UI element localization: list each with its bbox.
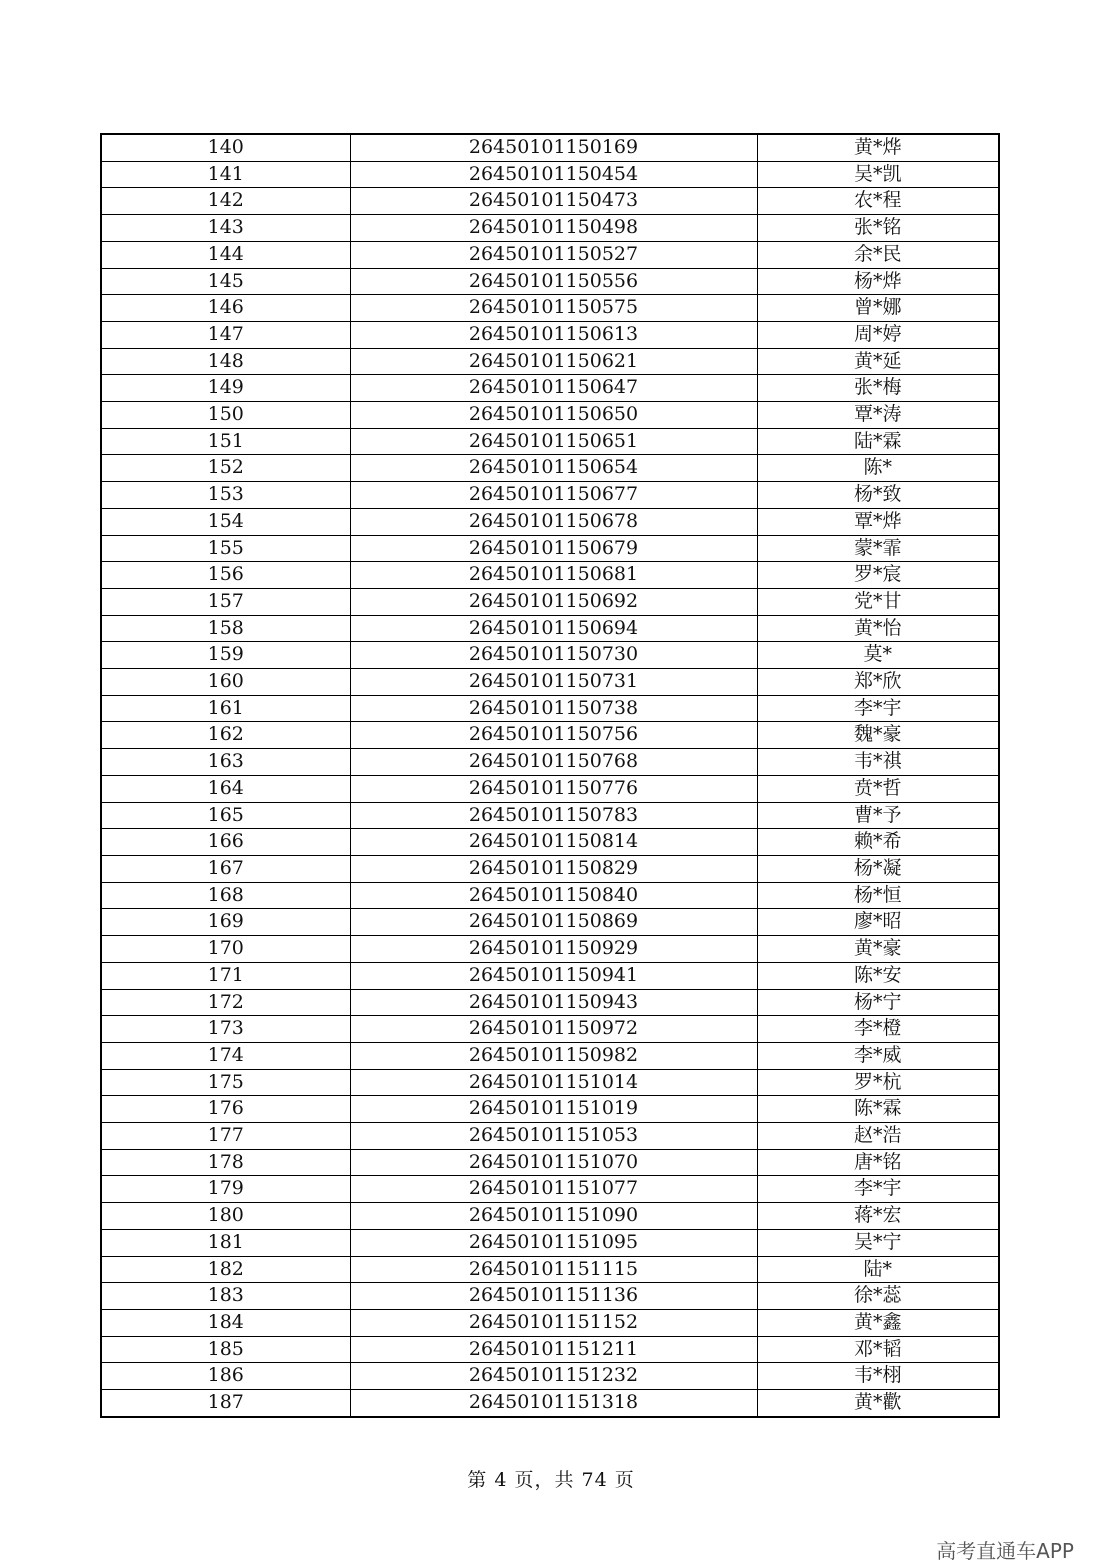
table-row xyxy=(101,134,999,161)
row-number: 186 xyxy=(101,1363,350,1390)
student-name: 黄*鑫 xyxy=(757,1309,999,1336)
table-row xyxy=(101,188,999,215)
row-number: 142 xyxy=(101,188,350,215)
exam-number: 26450101150527 xyxy=(350,241,757,268)
row-number: 165 xyxy=(101,802,350,829)
exam-number: 26450101150556 xyxy=(350,268,757,295)
student-name: 魏*豪 xyxy=(757,722,999,749)
table-row xyxy=(101,1229,999,1256)
table-row xyxy=(101,882,999,909)
row-number: 160 xyxy=(101,669,350,696)
row-number: 167 xyxy=(101,855,350,882)
row-number: 169 xyxy=(101,909,350,936)
table-row xyxy=(101,588,999,615)
student-name: 杨*烨 xyxy=(757,268,999,295)
exam-number: 26450101150613 xyxy=(350,321,757,348)
exam-number: 26450101150783 xyxy=(350,802,757,829)
student-name: 张*梅 xyxy=(757,375,999,402)
row-number: 168 xyxy=(101,882,350,909)
row-number: 150 xyxy=(101,402,350,429)
table-row xyxy=(101,855,999,882)
exam-number: 26450101150929 xyxy=(350,936,757,963)
table-row xyxy=(101,1283,999,1310)
table-row xyxy=(101,1336,999,1363)
exam-number: 26450101150814 xyxy=(350,829,757,856)
exam-number: 26450101150776 xyxy=(350,775,757,802)
student-name: 吴*凯 xyxy=(757,161,999,188)
student-name: 吴*宁 xyxy=(757,1229,999,1256)
row-number: 144 xyxy=(101,241,350,268)
row-number: 178 xyxy=(101,1149,350,1176)
exam-number: 26450101151077 xyxy=(350,1176,757,1203)
exam-number: 26450101150621 xyxy=(350,348,757,375)
row-number: 161 xyxy=(101,695,350,722)
table-row xyxy=(101,215,999,242)
table-row xyxy=(101,989,999,1016)
table-row xyxy=(101,562,999,589)
exam-number: 26450101150738 xyxy=(350,695,757,722)
student-name: 杨*恒 xyxy=(757,882,999,909)
student-name: 韦*栩 xyxy=(757,1363,999,1390)
student-name: 杨*宁 xyxy=(757,989,999,1016)
student-name: 农*程 xyxy=(757,188,999,215)
row-number: 148 xyxy=(101,348,350,375)
student-name: 赵*浩 xyxy=(757,1123,999,1150)
row-number: 183 xyxy=(101,1283,350,1310)
table-row xyxy=(101,1096,999,1123)
student-name: 黄*怡 xyxy=(757,615,999,642)
table-row xyxy=(101,535,999,562)
exam-number: 26450101150679 xyxy=(350,535,757,562)
student-name: 黄*歡 xyxy=(757,1390,999,1417)
exam-number: 26450101150454 xyxy=(350,161,757,188)
student-name: 郑*欣 xyxy=(757,669,999,696)
table-row xyxy=(101,829,999,856)
row-number: 152 xyxy=(101,455,350,482)
table-row xyxy=(101,241,999,268)
exam-number: 26450101150650 xyxy=(350,402,757,429)
row-number: 143 xyxy=(101,215,350,242)
student-name: 覃*涛 xyxy=(757,402,999,429)
table-row xyxy=(101,722,999,749)
row-number: 185 xyxy=(101,1336,350,1363)
row-number: 140 xyxy=(101,134,350,161)
exam-number: 26450101150768 xyxy=(350,749,757,776)
row-number: 179 xyxy=(101,1176,350,1203)
table-row xyxy=(101,508,999,535)
row-number: 166 xyxy=(101,829,350,856)
exam-number: 26450101151019 xyxy=(350,1096,757,1123)
row-number: 157 xyxy=(101,588,350,615)
student-name: 黄*烨 xyxy=(757,134,999,161)
table-row xyxy=(101,268,999,295)
exam-number: 26450101151136 xyxy=(350,1283,757,1310)
table-row xyxy=(101,962,999,989)
table-row xyxy=(101,642,999,669)
exam-number: 26450101150941 xyxy=(350,962,757,989)
row-number: 163 xyxy=(101,749,350,776)
row-number: 172 xyxy=(101,989,350,1016)
row-number: 170 xyxy=(101,936,350,963)
table-row xyxy=(101,1203,999,1230)
student-name: 陈*安 xyxy=(757,962,999,989)
table-row xyxy=(101,802,999,829)
table-row xyxy=(101,1016,999,1043)
student-name: 韦*祺 xyxy=(757,749,999,776)
row-number: 174 xyxy=(101,1042,350,1069)
table-row xyxy=(101,1042,999,1069)
row-number: 153 xyxy=(101,482,350,509)
exam-number: 26450101150647 xyxy=(350,375,757,402)
student-name: 杨*致 xyxy=(757,482,999,509)
student-name: 李*宇 xyxy=(757,695,999,722)
table-row xyxy=(101,695,999,722)
exam-number: 26450101151053 xyxy=(350,1123,757,1150)
roster-body xyxy=(101,134,999,1417)
student-name: 廖*昭 xyxy=(757,909,999,936)
exam-number: 26450101150473 xyxy=(350,188,757,215)
exam-number: 26450101150972 xyxy=(350,1016,757,1043)
student-name: 蒙*霏 xyxy=(757,535,999,562)
exam-number: 26450101150982 xyxy=(350,1042,757,1069)
student-name: 贲*哲 xyxy=(757,775,999,802)
exam-number: 26450101151095 xyxy=(350,1229,757,1256)
row-number: 162 xyxy=(101,722,350,749)
row-number: 164 xyxy=(101,775,350,802)
table-row xyxy=(101,1390,999,1417)
student-name: 曹*予 xyxy=(757,802,999,829)
table-row xyxy=(101,161,999,188)
exam-number: 26450101151090 xyxy=(350,1203,757,1230)
exam-number: 26450101151070 xyxy=(350,1149,757,1176)
student-name: 邓*韬 xyxy=(757,1336,999,1363)
row-number: 149 xyxy=(101,375,350,402)
watermark: 高考直通车APP xyxy=(936,1539,1074,1563)
student-name: 覃*烨 xyxy=(757,508,999,535)
row-number: 171 xyxy=(101,962,350,989)
row-number: 173 xyxy=(101,1016,350,1043)
table-row xyxy=(101,482,999,509)
exam-number: 26450101151211 xyxy=(350,1336,757,1363)
table-row xyxy=(101,321,999,348)
row-number: 141 xyxy=(101,161,350,188)
row-number: 184 xyxy=(101,1309,350,1336)
table-row xyxy=(101,402,999,429)
student-name: 陈*霖 xyxy=(757,1096,999,1123)
exam-number: 26450101150943 xyxy=(350,989,757,1016)
exam-number: 26450101151014 xyxy=(350,1069,757,1096)
row-number: 177 xyxy=(101,1123,350,1150)
table-row xyxy=(101,375,999,402)
student-name: 余*民 xyxy=(757,241,999,268)
student-name: 党*甘 xyxy=(757,588,999,615)
exam-number: 26450101150869 xyxy=(350,909,757,936)
table-row xyxy=(101,749,999,776)
row-number: 155 xyxy=(101,535,350,562)
student-name: 罗*宸 xyxy=(757,562,999,589)
row-number: 151 xyxy=(101,428,350,455)
exam-number: 26450101150681 xyxy=(350,562,757,589)
exam-number: 26450101150651 xyxy=(350,428,757,455)
table-row xyxy=(101,615,999,642)
table-row xyxy=(101,428,999,455)
row-number: 156 xyxy=(101,562,350,589)
row-number: 175 xyxy=(101,1069,350,1096)
student-name: 蒋*宏 xyxy=(757,1203,999,1230)
student-name: 陆*霖 xyxy=(757,428,999,455)
student-name: 李*橙 xyxy=(757,1016,999,1043)
table-row xyxy=(101,455,999,482)
exam-number: 26450101151232 xyxy=(350,1363,757,1390)
student-name: 徐*蕊 xyxy=(757,1283,999,1310)
exam-number: 26450101150169 xyxy=(350,134,757,161)
student-name: 李*威 xyxy=(757,1042,999,1069)
exam-number: 26450101150678 xyxy=(350,508,757,535)
student-name: 陈* xyxy=(757,455,999,482)
table-row xyxy=(101,1069,999,1096)
student-name: 黄*延 xyxy=(757,348,999,375)
row-number: 158 xyxy=(101,615,350,642)
student-name: 赖*希 xyxy=(757,829,999,856)
exam-number: 26450101151318 xyxy=(350,1390,757,1417)
table-row xyxy=(101,1256,999,1283)
student-name: 周*婷 xyxy=(757,321,999,348)
student-name: 张*铭 xyxy=(757,215,999,242)
row-number: 181 xyxy=(101,1229,350,1256)
exam-number: 26450101150730 xyxy=(350,642,757,669)
row-number: 180 xyxy=(101,1203,350,1230)
exam-number: 26450101150677 xyxy=(350,482,757,509)
roster-table xyxy=(100,133,1000,1418)
exam-number: 26450101150692 xyxy=(350,588,757,615)
table-row xyxy=(101,775,999,802)
exam-number: 26450101150829 xyxy=(350,855,757,882)
row-number: 147 xyxy=(101,321,350,348)
exam-number: 26450101150498 xyxy=(350,215,757,242)
row-number: 159 xyxy=(101,642,350,669)
student-name: 莫* xyxy=(757,642,999,669)
page-footer: 第 4 页，共 74 页 xyxy=(467,1469,635,1491)
exam-number: 26450101150756 xyxy=(350,722,757,749)
exam-number: 26450101150694 xyxy=(350,615,757,642)
table-row xyxy=(101,909,999,936)
table-row xyxy=(101,1363,999,1390)
table-row xyxy=(101,1149,999,1176)
exam-number: 26450101150575 xyxy=(350,295,757,322)
student-name: 罗*杭 xyxy=(757,1069,999,1096)
exam-number: 26450101150840 xyxy=(350,882,757,909)
row-number: 146 xyxy=(101,295,350,322)
table-row xyxy=(101,295,999,322)
row-number: 154 xyxy=(101,508,350,535)
student-name: 杨*凝 xyxy=(757,855,999,882)
table-row xyxy=(101,348,999,375)
row-number: 176 xyxy=(101,1096,350,1123)
exam-number: 26450101151115 xyxy=(350,1256,757,1283)
table-row xyxy=(101,1309,999,1336)
row-number: 187 xyxy=(101,1390,350,1417)
exam-number: 26450101150654 xyxy=(350,455,757,482)
table-row xyxy=(101,936,999,963)
student-name: 黄*豪 xyxy=(757,936,999,963)
student-name: 唐*铭 xyxy=(757,1149,999,1176)
student-name: 李*宇 xyxy=(757,1176,999,1203)
table-row xyxy=(101,669,999,696)
exam-number: 26450101150731 xyxy=(350,669,757,696)
table-row xyxy=(101,1176,999,1203)
student-name: 陆* xyxy=(757,1256,999,1283)
row-number: 182 xyxy=(101,1256,350,1283)
row-number: 145 xyxy=(101,268,350,295)
student-name: 曾*娜 xyxy=(757,295,999,322)
table-row xyxy=(101,1123,999,1150)
exam-number: 26450101151152 xyxy=(350,1309,757,1336)
